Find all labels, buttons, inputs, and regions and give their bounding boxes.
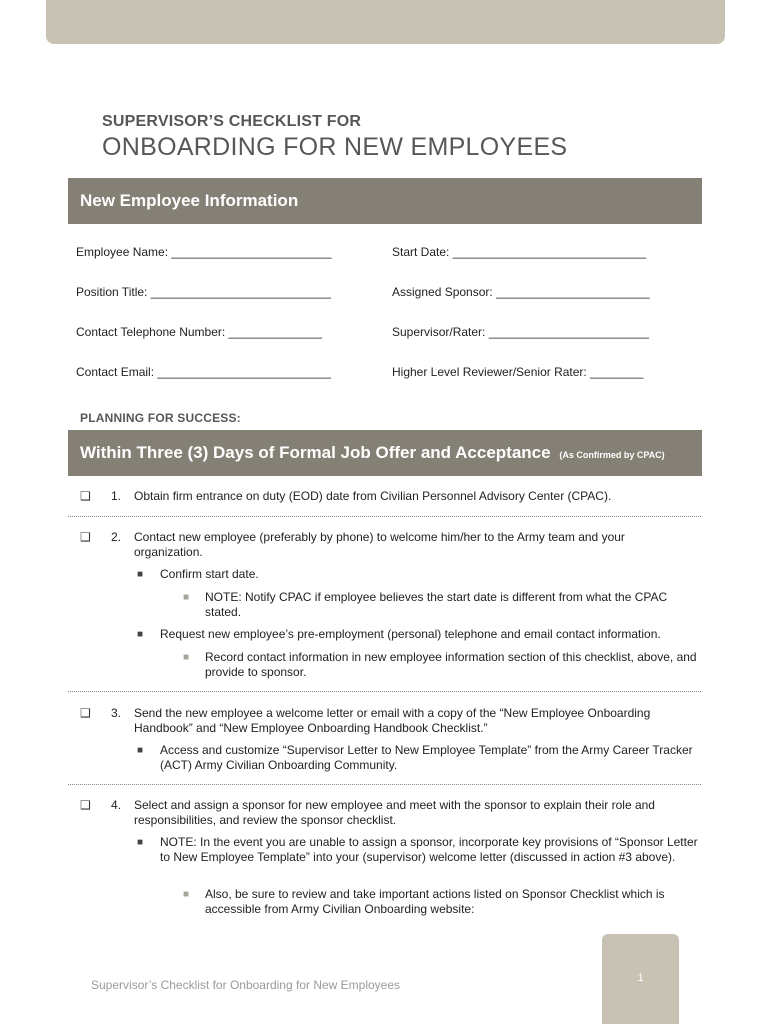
- title-small: SUPERVISOR’S CHECKLIST FOR: [102, 113, 362, 130]
- checkbox-icon[interactable]: ❑: [80, 706, 91, 720]
- divider: [68, 516, 701, 517]
- item-text: Obtain firm entrance on duty (EOD) date from Civilian Personnel Advisory Center (CPAC).: [134, 489, 612, 503]
- item-number: 4.: [111, 798, 122, 812]
- page-number-tab: [602, 934, 679, 1024]
- planning-heading: PLANNING FOR SUCCESS:: [80, 411, 241, 425]
- page-number: 1: [637, 972, 644, 984]
- position-title-field[interactable]: Position Title: ___________________________: [76, 285, 331, 299]
- item-text: Send the new employee a welcome letter or email with a copy of the “New Employee Onboarding Handbook” and “New Employee Onboarding Handbook Checklist.”: [134, 706, 651, 735]
- assigned-sponsor-field[interactable]: Assigned Sponsor: _______________________: [392, 285, 650, 299]
- contact-email-field[interactable]: Contact Email: __________________________: [76, 365, 331, 379]
- square-bullet-icon: ■: [183, 652, 190, 663]
- supervisor-rater-field[interactable]: Supervisor/Rater: ________________________: [392, 325, 649, 339]
- square-bullet-icon: ■: [183, 592, 190, 603]
- sub-bullet-text: Request new employee’s pre-employment (personal) telephone and email contact information.: [160, 627, 661, 641]
- divider: [68, 691, 701, 692]
- sub-bullet-text: Confirm start date.: [160, 567, 259, 581]
- square-bullet-icon: ■: [183, 889, 190, 900]
- footer-text: Supervisor’s Checklist for Onboarding for New Employees: [91, 978, 401, 992]
- top-header-band: [46, 0, 725, 44]
- square-bullet-icon: ■: [137, 745, 144, 756]
- section-header-employee-info: [68, 178, 702, 224]
- square-bullet-icon: ■: [137, 569, 144, 580]
- item-text: Contact new employee (preferably by phone) to welcome him/her to the Army team and your organization.: [134, 530, 625, 559]
- contact-phone-field[interactable]: Contact Telephone Number: ______________: [76, 325, 322, 339]
- sub-note-text: Also, be sure to review and take important actions listed on Sponsor Checklist which is accessible from Army Civilian Onboarding website:: [205, 887, 665, 916]
- sub-note-text: NOTE: Notify CPAC if employee believes the start date is different from what the CPAC stated.: [205, 590, 668, 619]
- checkbox-icon[interactable]: ❑: [80, 798, 91, 812]
- employee-name-field[interactable]: Employee Name: ________________________: [76, 245, 332, 259]
- item-number: 1.: [111, 489, 122, 503]
- checkbox-icon[interactable]: ❑: [80, 530, 91, 544]
- sub-bullet-text: Access and customize “Supervisor Letter to New Employee Template” from the Army Career Tracker (ACT) Army Civilian Onboarding Community.: [160, 743, 693, 772]
- item-text: Select and assign a sponsor for new employee and meet with the sponsor to explain their role and responsibilities, and review the sponsor checklist.: [134, 798, 655, 827]
- sub-bullet-text: NOTE: In the event you are unable to assign a sponsor, incorporate key provisions of “Sponsor Letter to New Employee Template” into your (supervisor) welcome letter (discussed in action #3 above).: [160, 835, 698, 864]
- square-bullet-icon: ■: [137, 629, 144, 640]
- start-date-field[interactable]: Start Date: _____________________________: [392, 245, 647, 259]
- checkbox-icon[interactable]: ❑: [80, 489, 91, 503]
- square-bullet-icon: ■: [137, 837, 144, 848]
- item-number: 2.: [111, 530, 122, 544]
- senior-rater-field[interactable]: Higher Level Reviewer/Senior Rater: ________: [392, 365, 644, 379]
- sub-note-text: Record contact information in new employee information section of this checklist, above, and provide to sponsor.: [205, 650, 697, 679]
- section-title: New Employee Information: [80, 191, 299, 210]
- page-title: ONBOARDING FOR NEW EMPLOYEES: [102, 133, 568, 161]
- section-header-three-days: [68, 430, 702, 476]
- section-subtitle: (As Confirmed by CPAC): [559, 450, 665, 460]
- section-title: Within Three (3) Days of Formal Job Offer and Acceptance: [80, 443, 551, 462]
- divider: [68, 784, 701, 785]
- item-number: 3.: [111, 706, 122, 720]
